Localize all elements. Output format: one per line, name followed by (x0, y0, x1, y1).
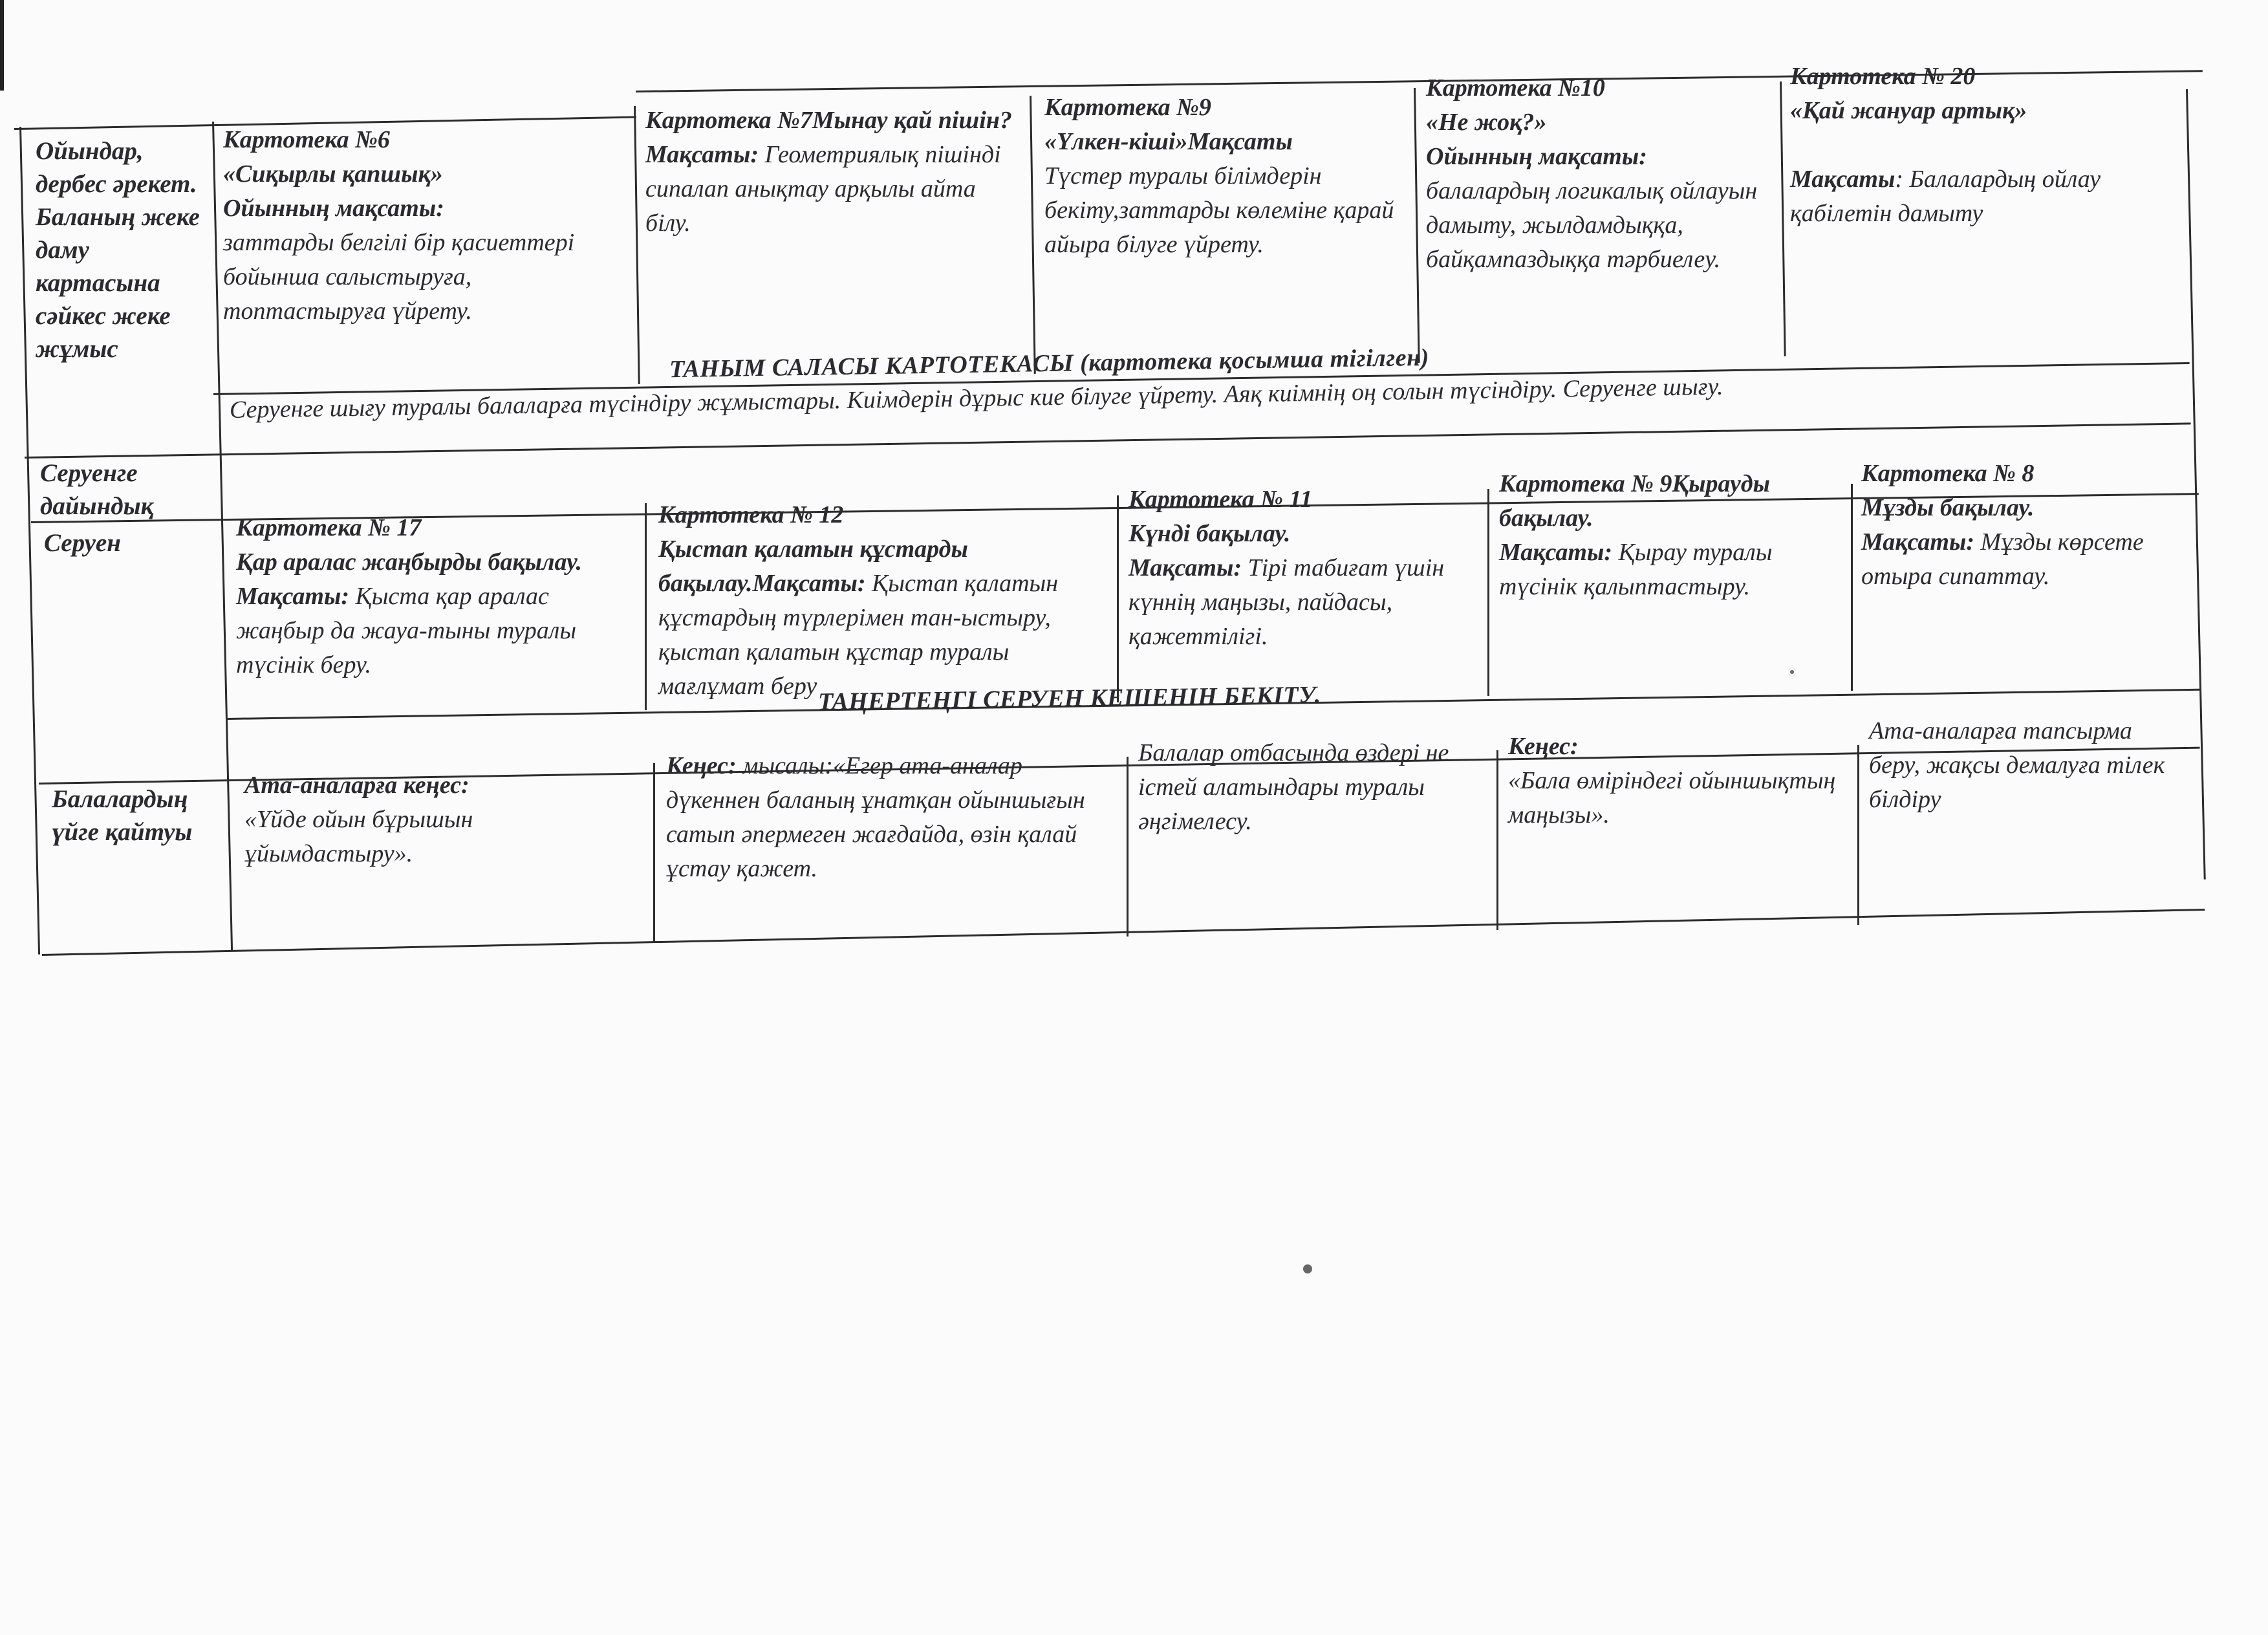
home-cell-heading: Кеңес: (1508, 733, 1579, 760)
home-cell-text: «Үйде ойын бұрышын ұйымдастыру». (244, 806, 473, 867)
card-subtitle: Мұзды бақылау. (1861, 494, 2035, 521)
row-label-walk: Серуен (44, 529, 121, 557)
card-subtitle: Күнді бақылау. (1129, 520, 1291, 547)
card-goal-text: Геометриялық пішінді сипалап анықтау арқылы айта білу. (645, 141, 1001, 237)
card-goal-text: Түстер туралы білімдерін бекіту,заттарды көлеміне қарай айыра білуге үйрету. (1044, 162, 1394, 258)
scan-speck (1790, 670, 1794, 674)
row-label-prep: Серуенге дайындық (40, 459, 154, 520)
col-divider (1857, 745, 1859, 925)
card-goal-label: Ойынның мақсаты: (223, 195, 444, 222)
card-goal-text: Тірі табиғат үшін күннің маңызы, пайдасы, қажеттілігі. (1129, 554, 1445, 650)
row-label-games: Ойындар, дербес әрекет. Баланың жеке даму картасына сәйкес жеке жұмыс (36, 137, 200, 363)
walk-banner: ТАҢЕРТЕҢГІ СЕРУЕН КЕШЕНІН БЕКІТУ. (817, 681, 1321, 716)
card-goal-label: Мақсаты: (1129, 554, 1242, 581)
card-goal-text: Қырау туралы түсінік қалыптастыру. (1499, 539, 1773, 600)
card-title: Картотека № 17 (236, 514, 422, 541)
card-title: Картотека № 11 (1129, 486, 1313, 513)
walk-card (1499, 467, 1848, 604)
game-card (1790, 60, 2178, 231)
card-goal-text: заттарды белгілі бір қасиеттері бойынша салыстыруға, топтастыруға үйрету. (223, 229, 575, 325)
card-title: Картотека №10 (1426, 74, 1605, 102)
card-title: Картотека №9 (1044, 94, 1211, 121)
row-label-home: Балалардың үйге қайтуы (52, 785, 193, 846)
home-cell (1508, 730, 1844, 832)
col-divider (1851, 484, 1853, 691)
col-divider (653, 763, 655, 943)
home-cell (1869, 714, 2179, 817)
card-title: Картотека № 12 (658, 501, 844, 528)
card-goal-label: Мақсаты: (1861, 528, 1974, 556)
home-cell-heading: Ата-аналарға кеңес: (244, 772, 470, 799)
card-subtitle: Қыстап қалатын құстарды бақылау.Мақсаты: (658, 536, 968, 597)
home-cell-text: «Бала өміріндегі ойыншықтың маңызы». (1508, 767, 1836, 828)
col-divider (634, 106, 640, 384)
table-border-bottom (42, 909, 2205, 956)
card-subtitle: «Қай жануар артық» (1790, 97, 2027, 124)
card-subtitle: «Сиқырлы қапшық» (223, 160, 443, 188)
card-title: Картотека № 8 (1861, 460, 2035, 487)
col-divider (1496, 750, 1498, 930)
home-cell-text: Балалар отбасында өздері не істей алатындары туралы әңгімелесу. (1138, 739, 1449, 835)
card-goal-text: Қыста қар аралас жаңбыр да жауа-тыны туралы түсінік беру. (236, 583, 577, 678)
col-divider (1487, 489, 1489, 696)
home-cell-heading: Кеңес: (666, 752, 737, 779)
games-banner: ТАНЫМ САЛАСЫ КАРТОТЕКАСЫ (картотека қосымша тігілген) (669, 343, 1430, 384)
col-divider (1414, 88, 1420, 363)
card-title: Картотека №6 (223, 126, 390, 153)
game-card (1426, 71, 1772, 277)
prep-text: Серуенге шығу туралы балаларға түсіндіру жұмыстары. Киімдерін дұрыс кие білуге үйрету. Аяқ киімнің оң солын түсіндіру. Серуенге шығу. (229, 373, 1723, 424)
walk-card (1861, 457, 2165, 594)
card-subtitle: «Үлкен-кіші»Мақсаты (1044, 128, 1293, 155)
col-divider (645, 503, 647, 710)
card-goal-label: Мақсаты (1790, 166, 1895, 193)
home-cell (1138, 736, 1474, 839)
card-goal-label: Ойынның мақсаты: (1426, 143, 1647, 170)
game-card (645, 103, 1017, 241)
walk-card (236, 511, 637, 682)
home-cell (666, 749, 1119, 886)
home-cell-text: Ата-аналарға тапсырма беру, жақсы демалуға тілек білдіру (1869, 717, 2165, 813)
card-goal-text: : Балалардың ойлау қабілетін дамыту (1790, 166, 2101, 227)
card-title: Картотека №7Мынау қай пішін? (645, 107, 1012, 134)
card-goal-label: Мақсаты: (1499, 539, 1612, 566)
scan-speck (1303, 1264, 1312, 1273)
walk-card (1129, 482, 1478, 654)
prep-top (25, 422, 2191, 459)
col-divider (1780, 81, 1786, 356)
game-card (1044, 91, 1407, 262)
col-divider (1117, 495, 1119, 702)
card-subtitle: Қар аралас жаңбырды бақылау. (236, 548, 583, 576)
col-divider (1127, 757, 1129, 937)
card-goal-label: Мақсаты: (236, 583, 349, 610)
col-divider (1030, 96, 1036, 374)
card-goal-text: Қыстап қалатын құстардың түрлерімен тан-ыстыру, қыстап қалатын құстар туралы мағлұмат беру (658, 570, 1059, 700)
card-title: Картотека № 9Қырауды бақылау. (1499, 470, 1770, 532)
card-subtitle: «Не жоқ?» (1426, 109, 1547, 136)
card-goal-label: Мақсаты: (645, 141, 759, 168)
home-cell-text: мысалы:«Егер ата-аналар дүкеннен баланың ұнатқан ойыншығын сатып әпермеген жағдайда, өзін қалай ұстау қажет. (666, 752, 1085, 882)
walk-card (658, 498, 1105, 704)
card-title: Картотека № 20 (1790, 63, 1976, 90)
card-goal-text: Мұзды көрсете отыра сипаттау. (1861, 528, 2144, 590)
table-border-right (2186, 89, 2206, 880)
card-goal-text: балалардың логикалық ойлауын дамыту, жылдамдыққа, байқампаздыққа тәрбиелеу. (1426, 177, 1758, 273)
game-card (223, 123, 624, 329)
home-cell (244, 768, 645, 871)
scan-edge (0, 0, 4, 91)
